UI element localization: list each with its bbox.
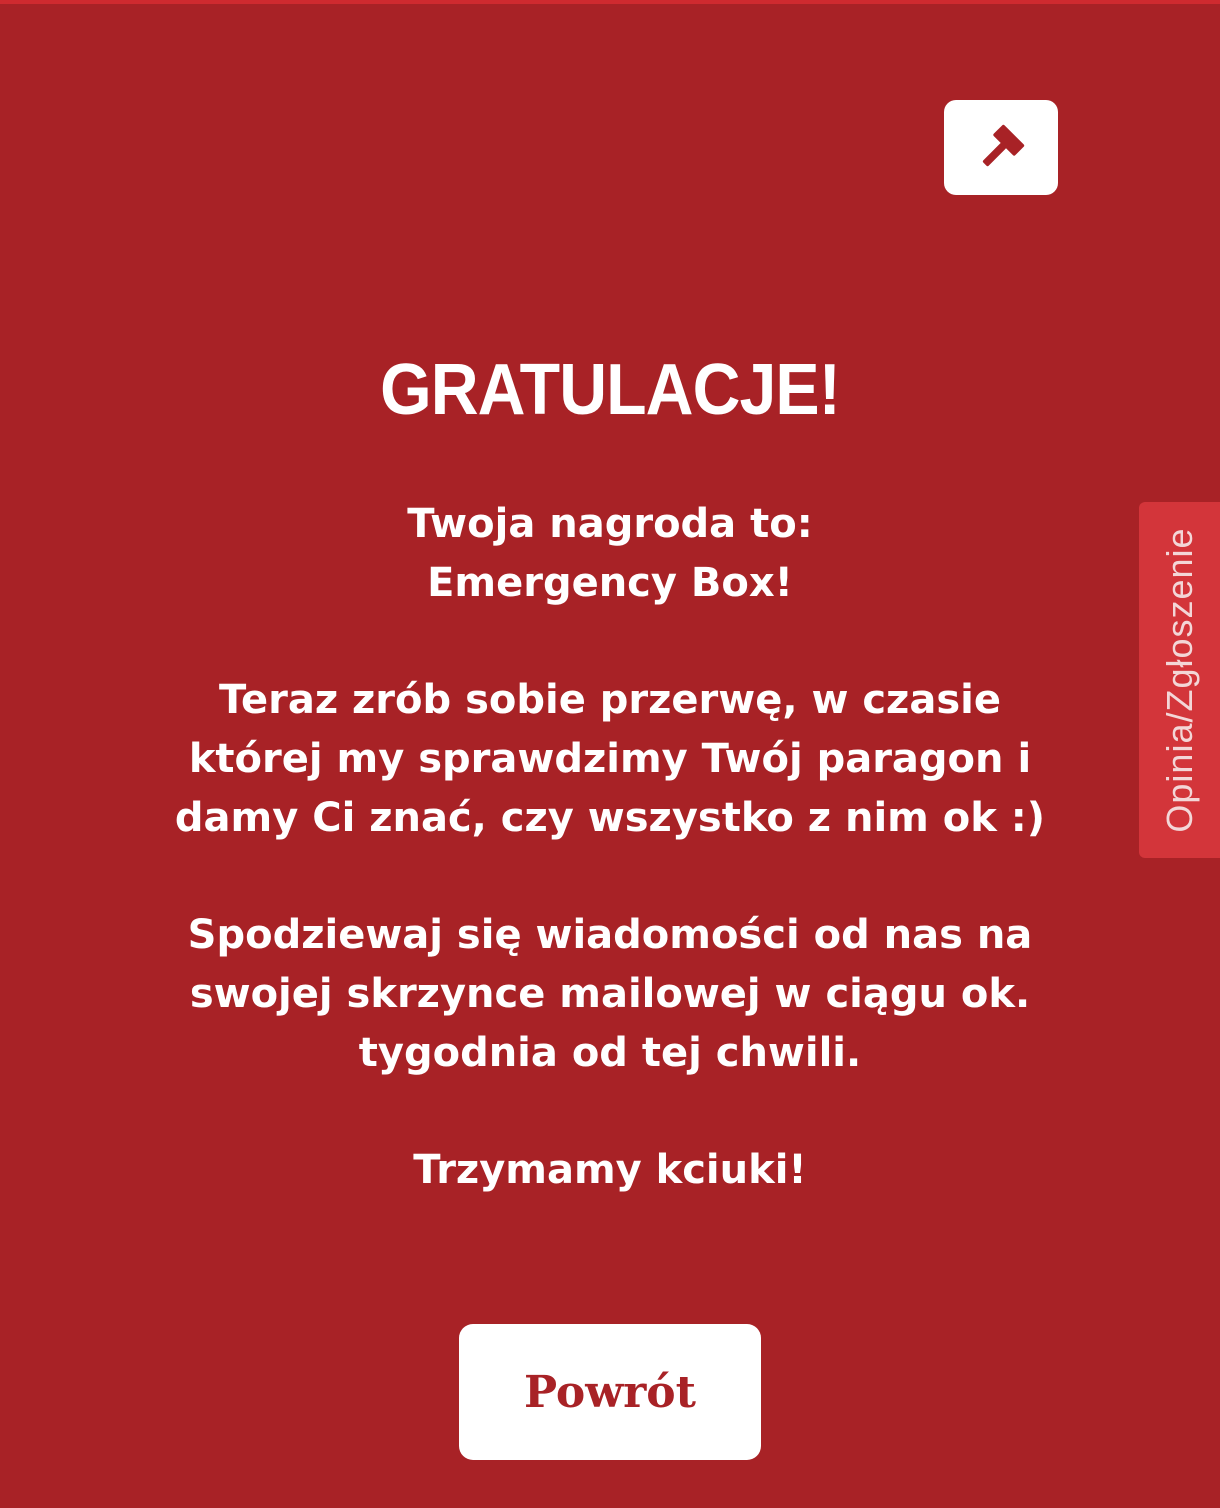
prize-line-1: Twoja nagroda to: <box>407 501 813 547</box>
back-button[interactable]: Powrót <box>459 1324 761 1460</box>
prize-text <box>170 495 1050 613</box>
page-title: GRATULACJE! <box>380 350 840 430</box>
top-strip <box>0 0 1220 4</box>
expect-text: Spodziewaj się wiadomości od nas na swojej skrzynce mailowej w ciągu ok. tygodnia od tej chwili. <box>187 912 1033 1076</box>
feedback-side-tab[interactable] <box>1139 502 1220 858</box>
closing-text: Trzymamy kciuki! <box>413 1147 807 1193</box>
hammer-button[interactable] <box>944 100 1058 195</box>
prize-line-2: Emergency Box! <box>427 560 793 606</box>
hammer-icon <box>974 121 1028 175</box>
message-content <box>170 350 1050 1200</box>
feedback-tab-label: Opinia/Zgłoszenie <box>1158 527 1200 833</box>
break-text: Teraz zrób sobie przerwę, w czasie której my sprawdzimy Twój paragon i damy Ci znać, czy wszystko z nim ok :) <box>174 677 1046 841</box>
